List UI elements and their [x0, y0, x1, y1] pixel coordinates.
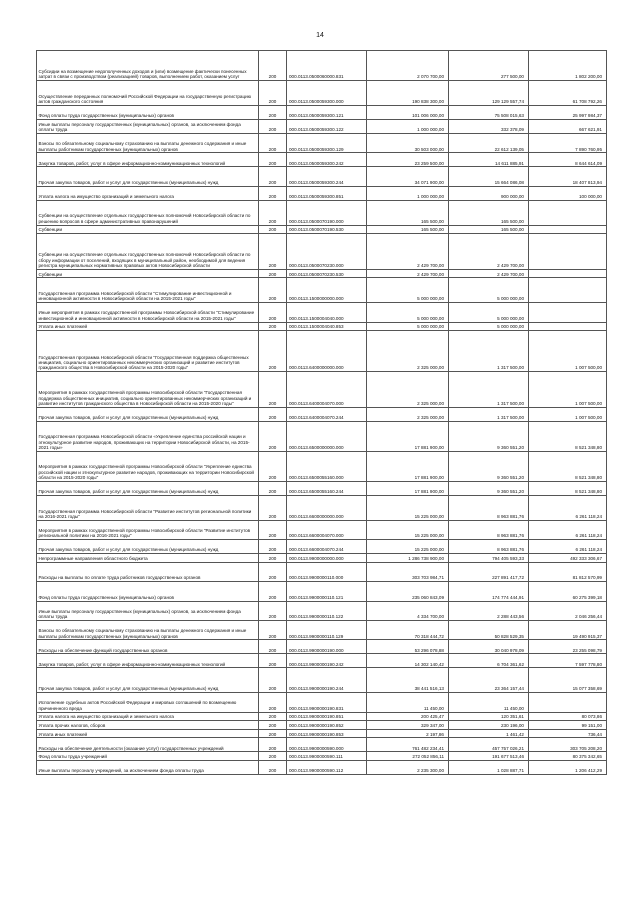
expense-name-cell: Уплата налога на имущество организаций и земельного налога — [37, 186, 259, 200]
unexecuted-amount-cell: 8 521 348,80 — [529, 451, 607, 481]
unexecuted-amount-cell: 7 890 760,95 — [529, 133, 607, 152]
classification-code-cell: 000.0113.6600000000.000 — [287, 496, 367, 521]
approved-amount-cell: 2 429 700,00 — [367, 234, 449, 270]
expense-name-cell: Фонд оплаты труда учреждений — [37, 752, 259, 761]
expense-name-cell: Взносы по обязательному социальному страхованию на выплаты денежного содержания и иные выплаты работникам государственных (муниципальных) органов — [37, 133, 259, 152]
table-row — [37, 712, 607, 721]
approved-amount-cell: 165 500,00 — [367, 200, 449, 225]
line-code-cell: 200 — [259, 186, 287, 200]
unexecuted-amount-cell: 8 644 614,09 — [529, 153, 607, 167]
unexecuted-amount-cell — [529, 225, 607, 234]
unexecuted-amount-cell: 7 597 778,80 — [529, 654, 607, 668]
approved-amount-cell: 11 450,00 — [367, 693, 449, 712]
unexecuted-amount-cell: 736,44 — [529, 729, 607, 738]
line-code-cell: 200 — [259, 234, 287, 270]
table-row — [37, 153, 607, 167]
classification-code-cell: 000.0113.0500059300.851 — [287, 186, 367, 200]
line-code-cell: 200 — [259, 200, 287, 225]
expense-name-cell: Исполнение судебных актов Российской Федерации и мировых соглашений по возмещению причиненного вреда — [37, 693, 259, 712]
expense-name-cell: Государственная программа Новосибирской области "Развитие институтов региональной политики на 2016-2021 годы" — [37, 496, 259, 521]
unexecuted-amount-cell: 1 007 500,00 — [529, 331, 607, 372]
unexecuted-amount-cell: 1 802 200,00 — [529, 51, 607, 81]
classification-code-cell: 000.0113.9900000190.852 — [287, 721, 367, 730]
unexecuted-amount-cell — [529, 693, 607, 712]
table-row — [37, 167, 607, 186]
table-row — [37, 421, 607, 451]
unexecuted-amount-cell: 667 621,91 — [529, 119, 607, 133]
table-row — [37, 451, 607, 481]
line-code-cell: 200 — [259, 133, 287, 152]
page-number: 14 — [316, 32, 324, 39]
table-row — [37, 540, 607, 554]
executed-amount-cell: 5 000 000,00 — [449, 303, 529, 322]
executed-amount-cell: 1 317 500,00 — [449, 407, 529, 421]
line-code-cell: 200 — [259, 761, 287, 775]
table-row — [37, 496, 607, 521]
line-code-cell: 200 — [259, 119, 287, 133]
table-row — [37, 186, 607, 200]
table-row — [37, 520, 607, 539]
classification-code-cell: 000.0113.9900000110.000 — [287, 562, 367, 581]
table-row — [37, 554, 607, 563]
expense-name-cell: Иные мероприятия в рамках государственной программы Новосибирской области "Стимулирование инвестиционной и инновационной активности в Новосибирской области на 2015-2021 годы" — [37, 303, 259, 322]
table-row — [37, 407, 607, 421]
classification-code-cell: 000.0113.9900000110.129 — [287, 621, 367, 640]
approved-amount-cell: 70 318 444,72 — [367, 621, 449, 640]
budget-execution-table — [36, 50, 607, 775]
unexecuted-amount-cell: 6 261 118,24 — [529, 496, 607, 521]
classification-code-cell: 000.0113.9900000590.000 — [287, 738, 367, 752]
classification-code-cell: 000.0113.9900000190.853 — [287, 729, 367, 738]
table-row — [37, 729, 607, 738]
approved-amount-cell: 165 500,00 — [367, 225, 449, 234]
line-code-cell: 200 — [259, 621, 287, 640]
expense-name-cell: Государственная программа Новосибирской области «Укрепление единства российской нации и этнокультурное развитие народов, проживающих на территории Новосибирской области, на 2015-2021 годы» — [37, 421, 259, 451]
approved-amount-cell: 30 503 000,00 — [367, 133, 449, 152]
unexecuted-amount-cell: 99 151,00 — [529, 721, 607, 730]
line-code-cell: 200 — [259, 582, 287, 601]
table-row — [37, 654, 607, 668]
table-row — [37, 105, 607, 119]
unexecuted-amount-cell: 1 007 500,00 — [529, 407, 607, 421]
unexecuted-amount-cell — [529, 303, 607, 322]
expense-name-cell: Прочая закупка товаров, работ и услуг для государственных (муниципальных) нужд — [37, 167, 259, 186]
expense-name-cell: Субвенции — [37, 225, 259, 234]
unexecuted-amount-cell: 25 997 984,37 — [529, 105, 607, 119]
executed-amount-cell: 2 429 700,00 — [449, 234, 529, 270]
executed-amount-cell: 1 317 500,00 — [449, 331, 529, 372]
line-code-cell: 200 — [259, 640, 287, 654]
classification-code-cell: 000.0113.6600004070.244 — [287, 540, 367, 554]
unexecuted-amount-cell: 6 261 118,24 — [529, 540, 607, 554]
table-row — [37, 119, 607, 133]
executed-amount-cell: 277 500,00 — [449, 51, 529, 81]
expense-name-cell: Государственная программа Новосибирской области "Государственная поддержка общественных инициатив, социально ориентированных некоммерческих организаций и развитие институтов гражданского общества в Новосибирской области на 2015-2020 годы" — [37, 331, 259, 372]
line-code-cell: 200 — [259, 421, 287, 451]
expense-name-cell: Уплата иных платежей — [37, 729, 259, 738]
executed-amount-cell: 22 612 139,05 — [449, 133, 529, 152]
expense-name-cell: Государственная программа Новосибирской области "Стимулирование инвестиционной и инновационной активности в Новосибирской области на 2015-2021 годы" — [37, 278, 259, 303]
unexecuted-amount-cell — [529, 322, 607, 331]
classification-code-cell: 000.0113.6400004070.000 — [287, 372, 367, 408]
executed-amount-cell: 174 774 444,91 — [449, 582, 529, 601]
approved-amount-cell: 17 881 900,00 — [367, 482, 449, 496]
approved-amount-cell: 235 060 843,09 — [367, 582, 449, 601]
line-code-cell: 200 — [259, 407, 287, 421]
approved-amount-cell: 1 000 000,00 — [367, 186, 449, 200]
approved-amount-cell: 2 325 000,00 — [367, 372, 449, 408]
approved-amount-cell: 5 000 000,00 — [367, 322, 449, 331]
unexecuted-amount-cell: 19 490 915,37 — [529, 621, 607, 640]
executed-amount-cell: 1 317 500,00 — [449, 372, 529, 408]
table-row — [37, 51, 607, 81]
line-code-cell: 200 — [259, 81, 287, 106]
executed-amount-cell: 2 288 443,56 — [449, 601, 529, 620]
expense-name-cell: Расходы на обеспечение функций государственных органов — [37, 640, 259, 654]
expense-name-cell: Закупка товаров, работ, услуг в сфере информационно-коммуникационных технологий — [37, 153, 259, 167]
approved-amount-cell: 761 482 234,41 — [367, 738, 449, 752]
expense-name-cell: Мероприятия в рамках государственной программы Новосибирской области "Государственная поддержка общественных инициатив, социально ориентированных некоммерческих организаций и развитие институтов гражданского общества в Новосибирской области на 2015-2020 годы" — [37, 372, 259, 408]
approved-amount-cell: 23 259 500,00 — [367, 153, 449, 167]
classification-code-cell: 000.0113.6500055160.000 — [287, 451, 367, 481]
line-code-cell: 200 — [259, 451, 287, 481]
approved-amount-cell: 17 881 900,00 — [367, 451, 449, 481]
unexecuted-amount-cell: 15 077 358,69 — [529, 668, 607, 693]
executed-amount-cell: 332 378,09 — [449, 119, 529, 133]
classification-code-cell: 000.0113.0500070190.000 — [287, 200, 367, 225]
table-row — [37, 234, 607, 270]
expense-name-cell: Расходы на обеспечение деятельности (оказание услуг) государственных учреждений — [37, 738, 259, 752]
executed-amount-cell: 8 963 881,76 — [449, 520, 529, 539]
line-code-cell: 200 — [259, 225, 287, 234]
expense-name-cell: Закупка товаров, работ, услуг в сфере информационно-коммуникационных технологий — [37, 654, 259, 668]
unexecuted-amount-cell: 2 046 256,44 — [529, 601, 607, 620]
line-code-cell: 200 — [259, 520, 287, 539]
classification-code-cell: 000.0113.6600004070.000 — [287, 520, 367, 539]
line-code-cell: 200 — [259, 482, 287, 496]
approved-amount-cell: 38 441 516,13 — [367, 668, 449, 693]
approved-amount-cell: 5 000 000,00 — [367, 303, 449, 322]
approved-amount-cell: 17 881 900,00 — [367, 421, 449, 451]
line-code-cell: 200 — [259, 269, 287, 278]
executed-amount-cell: 9 360 551,20 — [449, 451, 529, 481]
executed-amount-cell: 9 360 551,20 — [449, 482, 529, 496]
expense-name-cell: Субсидии на возмещение недополученных доходов и (или) возмещение фактически понесенных затрат в связи с производством (реализацией) товаров, выполнением работ, оказанием услуг — [37, 51, 259, 81]
line-code-cell: 200 — [259, 654, 287, 668]
expense-name-cell: Субвенции на осуществление отдельных государственных полномочий Новосибирской области по сбору информации от поселений, входящих в муниципальный район, необходимой для ведения регистра муниципальных нормативных правовых актов Новосибирской области — [37, 234, 259, 270]
table-row — [37, 81, 607, 106]
line-code-cell: 200 — [259, 712, 287, 721]
classification-code-cell: 000.0113.1500004040.853 — [287, 322, 367, 331]
classification-code-cell: 000.0113.9900000190.831 — [287, 693, 367, 712]
classification-code-cell: 000.0113.9900000190.244 — [287, 668, 367, 693]
executed-amount-cell: 14 611 885,91 — [449, 153, 529, 167]
executed-amount-cell: 165 500,00 — [449, 200, 529, 225]
line-code-cell: 200 — [259, 554, 287, 563]
executed-amount-cell: 2 429 700,00 — [449, 269, 529, 278]
executed-amount-cell: 15 664 086,08 — [449, 167, 529, 186]
executed-amount-cell: 5 000 000,00 — [449, 278, 529, 303]
classification-code-cell: 000.0113.0500060000.831 — [287, 51, 367, 81]
classification-code-cell: 000.0113.9900000110.122 — [287, 601, 367, 620]
executed-amount-cell: 165 500,00 — [449, 225, 529, 234]
unexecuted-amount-cell: 18 407 813,94 — [529, 167, 607, 186]
approved-amount-cell: 34 071 900,00 — [367, 167, 449, 186]
table-row — [37, 752, 607, 761]
approved-amount-cell: 2 325 000,00 — [367, 407, 449, 421]
executed-amount-cell: 120 351,61 — [449, 712, 529, 721]
expense-name-cell: Осуществление переданных полномочий Российской Федерации на государственную регистрацию актов гражданского состояния — [37, 81, 259, 106]
table-row — [37, 562, 607, 581]
executed-amount-cell: 75 508 015,63 — [449, 105, 529, 119]
executed-amount-cell: 230 196,00 — [449, 721, 529, 730]
classification-code-cell: 000.0113.0500070230.530 — [287, 269, 367, 278]
unexecuted-amount-cell: 80 375 342,65 — [529, 752, 607, 761]
approved-amount-cell: 2 325 000,00 — [367, 331, 449, 372]
line-code-cell: 200 — [259, 729, 287, 738]
approved-amount-cell: 5 000 000,00 — [367, 278, 449, 303]
approved-amount-cell: 14 302 140,42 — [367, 654, 449, 668]
line-code-cell: 200 — [259, 153, 287, 167]
expense-name-cell: Взносы по обязательному социальному страхованию на выплаты денежного содержания и иные выплаты работникам государственных (муниципальных) органов — [37, 621, 259, 640]
expense-name-cell: Иные выплаты персоналу государственных (муниципальных) органов, за исключением фонда оплаты труда — [37, 119, 259, 133]
classification-code-cell: 000.0113.9900000000.000 — [287, 554, 367, 563]
line-code-cell: 200 — [259, 105, 287, 119]
table-row — [37, 269, 607, 278]
table-row — [37, 738, 607, 752]
line-code-cell: 200 — [259, 562, 287, 581]
approved-amount-cell: 190 838 300,00 — [367, 81, 449, 106]
line-code-cell: 200 — [259, 738, 287, 752]
approved-amount-cell: 15 225 000,00 — [367, 496, 449, 521]
expense-name-cell: Прочая закупка товаров, работ и услуг для государственных (муниципальных) нужд — [37, 668, 259, 693]
classification-code-cell: 000.0113.9900000590.112 — [287, 761, 367, 775]
line-code-cell: 200 — [259, 372, 287, 408]
approved-amount-cell: 1 286 738 900,00 — [367, 554, 449, 563]
executed-amount-cell: 8 963 881,76 — [449, 540, 529, 554]
unexecuted-amount-cell — [529, 278, 607, 303]
approved-amount-cell: 272 052 856,11 — [367, 752, 449, 761]
classification-code-cell: 000.0113.9900000110.121 — [287, 582, 367, 601]
table-row — [37, 601, 607, 620]
table-row — [37, 482, 607, 496]
expense-name-cell: Мероприятия в рамках государственной программы Новосибирской области "Укрепление единства российской нации и этнокультурное развитие народов, проживающих на территории Новосибирской области на 2015-2020 годы" — [37, 451, 259, 481]
classification-code-cell: 000.0113.9900000190.851 — [287, 712, 367, 721]
executed-amount-cell: 8 963 881,76 — [449, 496, 529, 521]
unexecuted-amount-cell — [529, 269, 607, 278]
line-code-cell: 200 — [259, 278, 287, 303]
executed-amount-cell: 1 028 887,71 — [449, 761, 529, 775]
approved-amount-cell: 303 703 984,71 — [367, 562, 449, 581]
executed-amount-cell: 129 129 557,74 — [449, 81, 529, 106]
table-row — [37, 621, 607, 640]
executed-amount-cell: 23 364 157,44 — [449, 668, 529, 693]
executed-amount-cell: 457 757 026,21 — [449, 738, 529, 752]
classification-code-cell: 000.0113.1500000000.000 — [287, 278, 367, 303]
table-row — [37, 278, 607, 303]
line-code-cell: 200 — [259, 668, 287, 693]
executed-amount-cell: 30 040 978,09 — [449, 640, 529, 654]
unexecuted-amount-cell — [529, 200, 607, 225]
line-code-cell: 200 — [259, 752, 287, 761]
expense-name-cell: Субвенции на осуществление отдельных государственных полномочий Новосибирской области по решению вопросов в сфере административных правонарушений — [37, 200, 259, 225]
classification-code-cell: 000.0113.6500000000.000 — [287, 421, 367, 451]
unexecuted-amount-cell: 61 708 792,26 — [529, 81, 607, 106]
unexecuted-amount-cell: 60 275 399,18 — [529, 582, 607, 601]
unexecuted-amount-cell: 1 007 500,00 — [529, 372, 607, 408]
classification-code-cell: 000.0113.0500059300.242 — [287, 153, 367, 167]
unexecuted-amount-cell: 81 812 570,99 — [529, 562, 607, 581]
unexecuted-amount-cell: 8 521 348,80 — [529, 482, 607, 496]
classification-code-cell: 000.0113.9900000190.000 — [287, 640, 367, 654]
executed-amount-cell: 5 000 000,00 — [449, 322, 529, 331]
approved-amount-cell: 2 197,86 — [367, 729, 449, 738]
line-code-cell: 200 — [259, 496, 287, 521]
classification-code-cell: 000.0113.9900000590.111 — [287, 752, 367, 761]
expense-name-cell: Прочая закупка товаров, работ и услуг для государственных (муниципальных) нужд — [37, 407, 259, 421]
executed-amount-cell: 900 000,00 — [449, 186, 529, 200]
unexecuted-amount-cell: 6 261 118,24 — [529, 520, 607, 539]
table-row — [37, 721, 607, 730]
table-row — [37, 640, 607, 654]
line-code-cell: 200 — [259, 167, 287, 186]
line-code-cell: 200 — [259, 693, 287, 712]
expense-name-cell: Прочая закупка товаров, работ и услуг для государственных (муниципальных) нужд — [37, 540, 259, 554]
line-code-cell: 200 — [259, 331, 287, 372]
approved-amount-cell: 15 225 000,00 — [367, 520, 449, 539]
line-code-cell: 200 — [259, 322, 287, 331]
approved-amount-cell: 1 000 000,00 — [367, 119, 449, 133]
classification-code-cell: 000.0113.0500070230.000 — [287, 234, 367, 270]
executed-amount-cell: 50 828 529,35 — [449, 621, 529, 640]
line-code-cell: 200 — [259, 303, 287, 322]
classification-code-cell: 000.0113.9900000190.242 — [287, 654, 367, 668]
classification-code-cell: 000.0113.6400000000.000 — [287, 331, 367, 372]
unexecuted-amount-cell: 100 000,00 — [529, 186, 607, 200]
unexecuted-amount-cell: 492 333 306,67 — [529, 554, 607, 563]
approved-amount-cell: 2 235 300,00 — [367, 761, 449, 775]
table-row — [37, 303, 607, 322]
expense-name-cell: Уплата прочих налогов, сборов — [37, 721, 259, 730]
table-row — [37, 331, 607, 372]
classification-code-cell: 000.0113.0500070190.530 — [287, 225, 367, 234]
executed-amount-cell: 9 360 551,20 — [449, 421, 529, 451]
executed-amount-cell: 191 677 513,46 — [449, 752, 529, 761]
approved-amount-cell: 15 225 000,00 — [367, 540, 449, 554]
classification-code-cell: 000.0113.6400004070.244 — [287, 407, 367, 421]
approved-amount-cell: 2 429 700,00 — [367, 269, 449, 278]
approved-amount-cell: 329 347,00 — [367, 721, 449, 730]
line-code-cell: 200 — [259, 540, 287, 554]
table-body — [37, 51, 607, 775]
approved-amount-cell: 101 006 000,00 — [367, 105, 449, 119]
table-row — [37, 372, 607, 408]
expense-name-cell: Фонд оплаты труда государственных (муниципальных) органов — [37, 105, 259, 119]
expense-name-cell: Мероприятия в рамках государственной программы Новосибирской области "Развитие институтов региональной политики на 2016-2021 годы" — [37, 520, 259, 539]
table-row — [37, 133, 607, 152]
expense-name-cell: Фонд оплаты труда государственных (муниципальных) органов — [37, 582, 259, 601]
classification-code-cell: 000.0113.0500059300.000 — [287, 81, 367, 106]
unexecuted-amount-cell: 80 073,86 — [529, 712, 607, 721]
unexecuted-amount-cell: 8 521 348,80 — [529, 421, 607, 451]
expense-name-cell: Непрограммные направления областного бюджета — [37, 554, 259, 563]
classification-code-cell: 000.0113.6500055160.244 — [287, 482, 367, 496]
classification-code-cell: 000.0113.0500059300.129 — [287, 133, 367, 152]
executed-amount-cell: 1 461,42 — [449, 729, 529, 738]
table-row — [37, 582, 607, 601]
executed-amount-cell: 794 405 593,33 — [449, 554, 529, 563]
executed-amount-cell: 6 704 361,62 — [449, 654, 529, 668]
approved-amount-cell: 4 334 700,00 — [367, 601, 449, 620]
table-row — [37, 225, 607, 234]
classification-code-cell: 000.0113.1500004040.000 — [287, 303, 367, 322]
table-row — [37, 668, 607, 693]
expense-name-cell: Расходы на выплаты по оплате труда работников государственных органов — [37, 562, 259, 581]
unexecuted-amount-cell: 23 255 098,79 — [529, 640, 607, 654]
table-row — [37, 322, 607, 331]
unexecuted-amount-cell — [529, 234, 607, 270]
expense-name-cell: Субвенции — [37, 269, 259, 278]
line-code-cell: 200 — [259, 51, 287, 81]
line-code-cell: 200 — [259, 601, 287, 620]
executed-amount-cell: 227 891 417,72 — [449, 562, 529, 581]
table-row — [37, 693, 607, 712]
expense-name-cell: Уплата налога на имущество организаций и земельного налога — [37, 712, 259, 721]
unexecuted-amount-cell: 1 206 412,29 — [529, 761, 607, 775]
expense-name-cell: Прочая закупка товаров, работ и услуг для государственных (муниципальных) нужд — [37, 482, 259, 496]
expense-name-cell: Уплата иных платежей — [37, 322, 259, 331]
executed-amount-cell: 11 450,00 — [449, 693, 529, 712]
unexecuted-amount-cell: 303 705 208,20 — [529, 738, 607, 752]
classification-code-cell: 000.0113.0500059300.244 — [287, 167, 367, 186]
classification-code-cell: 000.0113.0500059300.122 — [287, 119, 367, 133]
approved-amount-cell: 200 425,47 — [367, 712, 449, 721]
expense-name-cell: Иные выплаты персоналу учреждений, за исключением фонда оплаты труда — [37, 761, 259, 775]
table-row — [37, 761, 607, 775]
approved-amount-cell: 2 070 700,00 — [367, 51, 449, 81]
expense-name-cell: Иные выплаты персоналу государственных (муниципальных) органов, за исключением фонда оплаты труда — [37, 601, 259, 620]
table-row — [37, 200, 607, 225]
line-code-cell: 200 — [259, 721, 287, 730]
classification-code-cell: 000.0113.0500059300.121 — [287, 105, 367, 119]
approved-amount-cell: 53 296 078,88 — [367, 640, 449, 654]
